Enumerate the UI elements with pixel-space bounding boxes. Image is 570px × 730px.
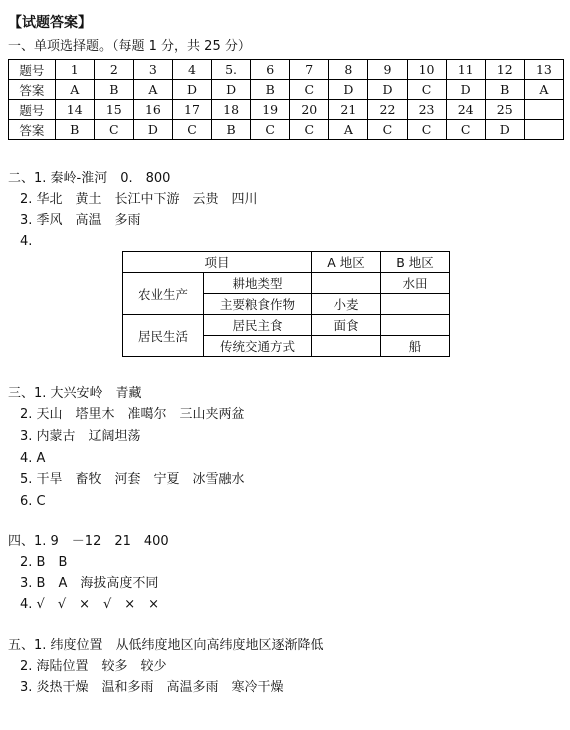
table-cell: 15 — [94, 100, 133, 120]
header-region-b: B 地区 — [381, 252, 450, 273]
table-cell: 答案 — [9, 80, 56, 100]
table-cell: 10 — [407, 60, 446, 80]
row-label: 主要粮食作物 — [204, 294, 312, 315]
part3-line-6: 6. C — [20, 494, 46, 509]
table-cell: 1 — [55, 60, 94, 80]
table-cell: C — [407, 120, 446, 140]
part4-line-2: 2. B B — [20, 555, 68, 570]
table-row — [9, 100, 564, 120]
table-cell: 4 — [172, 60, 211, 80]
table-cell: C — [94, 120, 133, 140]
table-cell: 7 — [290, 60, 329, 80]
table-cell: 18 — [212, 100, 251, 120]
table-cell: 23 — [407, 100, 446, 120]
table-cell: A — [329, 120, 368, 140]
table-cell: 20 — [290, 100, 329, 120]
table-cell: 5. — [212, 60, 251, 80]
table-cell: 13 — [524, 60, 563, 80]
table-cell: B — [251, 80, 290, 100]
part4-line-1: 四、1. 9 －12 21 400 — [8, 534, 169, 549]
table-cell: C — [290, 80, 329, 100]
table-row — [9, 80, 564, 100]
table-cell: B — [485, 80, 524, 100]
table-cell: 17 — [172, 100, 211, 120]
table-cell: 3 — [133, 60, 172, 80]
part3-line-3: 3. 内蒙古 辽阔坦荡 — [20, 429, 141, 444]
table-cell: D — [368, 80, 407, 100]
row-label: 居民主食 — [204, 315, 312, 336]
part4-line-4: 4. √ √ × √ × × — [20, 597, 160, 612]
table-cell: 16 — [133, 100, 172, 120]
row-label: 耕地类型 — [204, 273, 312, 294]
table-cell: 题号 — [9, 100, 56, 120]
table-row — [123, 252, 450, 273]
table-cell: A — [524, 80, 563, 100]
part4-line-3: 3. B A 海拔高度不同 — [20, 576, 159, 591]
table-cell: D — [133, 120, 172, 140]
table-cell: 14 — [55, 100, 94, 120]
part3-line-5: 5. 干旱 畜牧 河套 宁夏 冰雪融水 — [20, 472, 245, 487]
table-cell: 24 — [446, 100, 485, 120]
table-cell: D — [172, 80, 211, 100]
group-residents: 居民生活 — [123, 315, 204, 357]
part2-line-3: 3. 季风 高温 多雨 — [20, 213, 141, 228]
table-cell: A — [133, 80, 172, 100]
table-cell: 12 — [485, 60, 524, 80]
table-cell: C — [290, 120, 329, 140]
table-cell: 19 — [251, 100, 290, 120]
part3-line-4: 4. A — [20, 451, 46, 466]
page-heading: 【试题答案】 — [8, 15, 92, 31]
part3-line-2: 2. 天山 塔里木 准噶尔 三山夹两盆 — [20, 407, 245, 422]
group-agriculture: 农业生产 — [123, 273, 204, 315]
table-cell: C — [407, 80, 446, 100]
table-cell: D — [212, 80, 251, 100]
part5-line-3: 3. 炎热干燥 温和多雨 高温多雨 寒冷干燥 — [20, 680, 284, 695]
row-label: 传统交通方式 — [204, 336, 312, 357]
table-cell: 25 — [485, 100, 524, 120]
table-cell: D — [446, 80, 485, 100]
table-cell: C — [368, 120, 407, 140]
table-cell — [381, 294, 450, 315]
table-cell: A — [55, 80, 94, 100]
table-cell: 船 — [381, 336, 450, 357]
table-cell: 面食 — [312, 315, 381, 336]
table-cell: 22 — [368, 100, 407, 120]
table-cell: D — [329, 80, 368, 100]
part5-line-1: 五、1. 纬度位置 从低纬度地区向高纬度地区逐渐降低 — [8, 638, 324, 653]
region-comparison-table — [122, 251, 450, 357]
table-cell: C — [172, 120, 211, 140]
table-cell — [524, 100, 563, 120]
table-cell: 8 — [329, 60, 368, 80]
table-cell: 题号 — [9, 60, 56, 80]
table-cell: 小麦 — [312, 294, 381, 315]
table-cell: B — [55, 120, 94, 140]
table-cell: 9 — [368, 60, 407, 80]
part2-line-1: 二、1. 秦岭-淮河 0. 800 — [8, 171, 171, 186]
table-cell: 2 — [94, 60, 133, 80]
part2-line-4: 4. — [20, 234, 33, 249]
table-cell: B — [212, 120, 251, 140]
table-cell: 21 — [329, 100, 368, 120]
table-cell: C — [446, 120, 485, 140]
part3-line-1: 三、1. 大兴安岭 青藏 — [8, 386, 142, 401]
table-row — [123, 315, 450, 336]
table-row — [123, 273, 450, 294]
header-item: 项目 — [123, 252, 312, 273]
multiple-choice-answer-table — [8, 59, 564, 140]
table-row — [9, 60, 564, 80]
table-cell — [312, 336, 381, 357]
table-cell: D — [485, 120, 524, 140]
table-cell: C — [251, 120, 290, 140]
table-row — [9, 120, 564, 140]
table-cell: 水田 — [381, 273, 450, 294]
part5-line-2: 2. 海陆位置 较多 较少 — [20, 659, 167, 674]
table-cell — [524, 120, 563, 140]
header-region-a: A 地区 — [312, 252, 381, 273]
table-cell — [312, 273, 381, 294]
table-cell: 6 — [251, 60, 290, 80]
part2-line-2: 2. 华北 黄土 长江中下游 云贵 四川 — [20, 192, 258, 207]
table-cell: 答案 — [9, 120, 56, 140]
table-cell: B — [94, 80, 133, 100]
table-cell: 11 — [446, 60, 485, 80]
part1-title: 一、单项选择题。（每题 1 分，共 25 分） — [8, 39, 251, 54]
table-cell — [381, 315, 450, 336]
